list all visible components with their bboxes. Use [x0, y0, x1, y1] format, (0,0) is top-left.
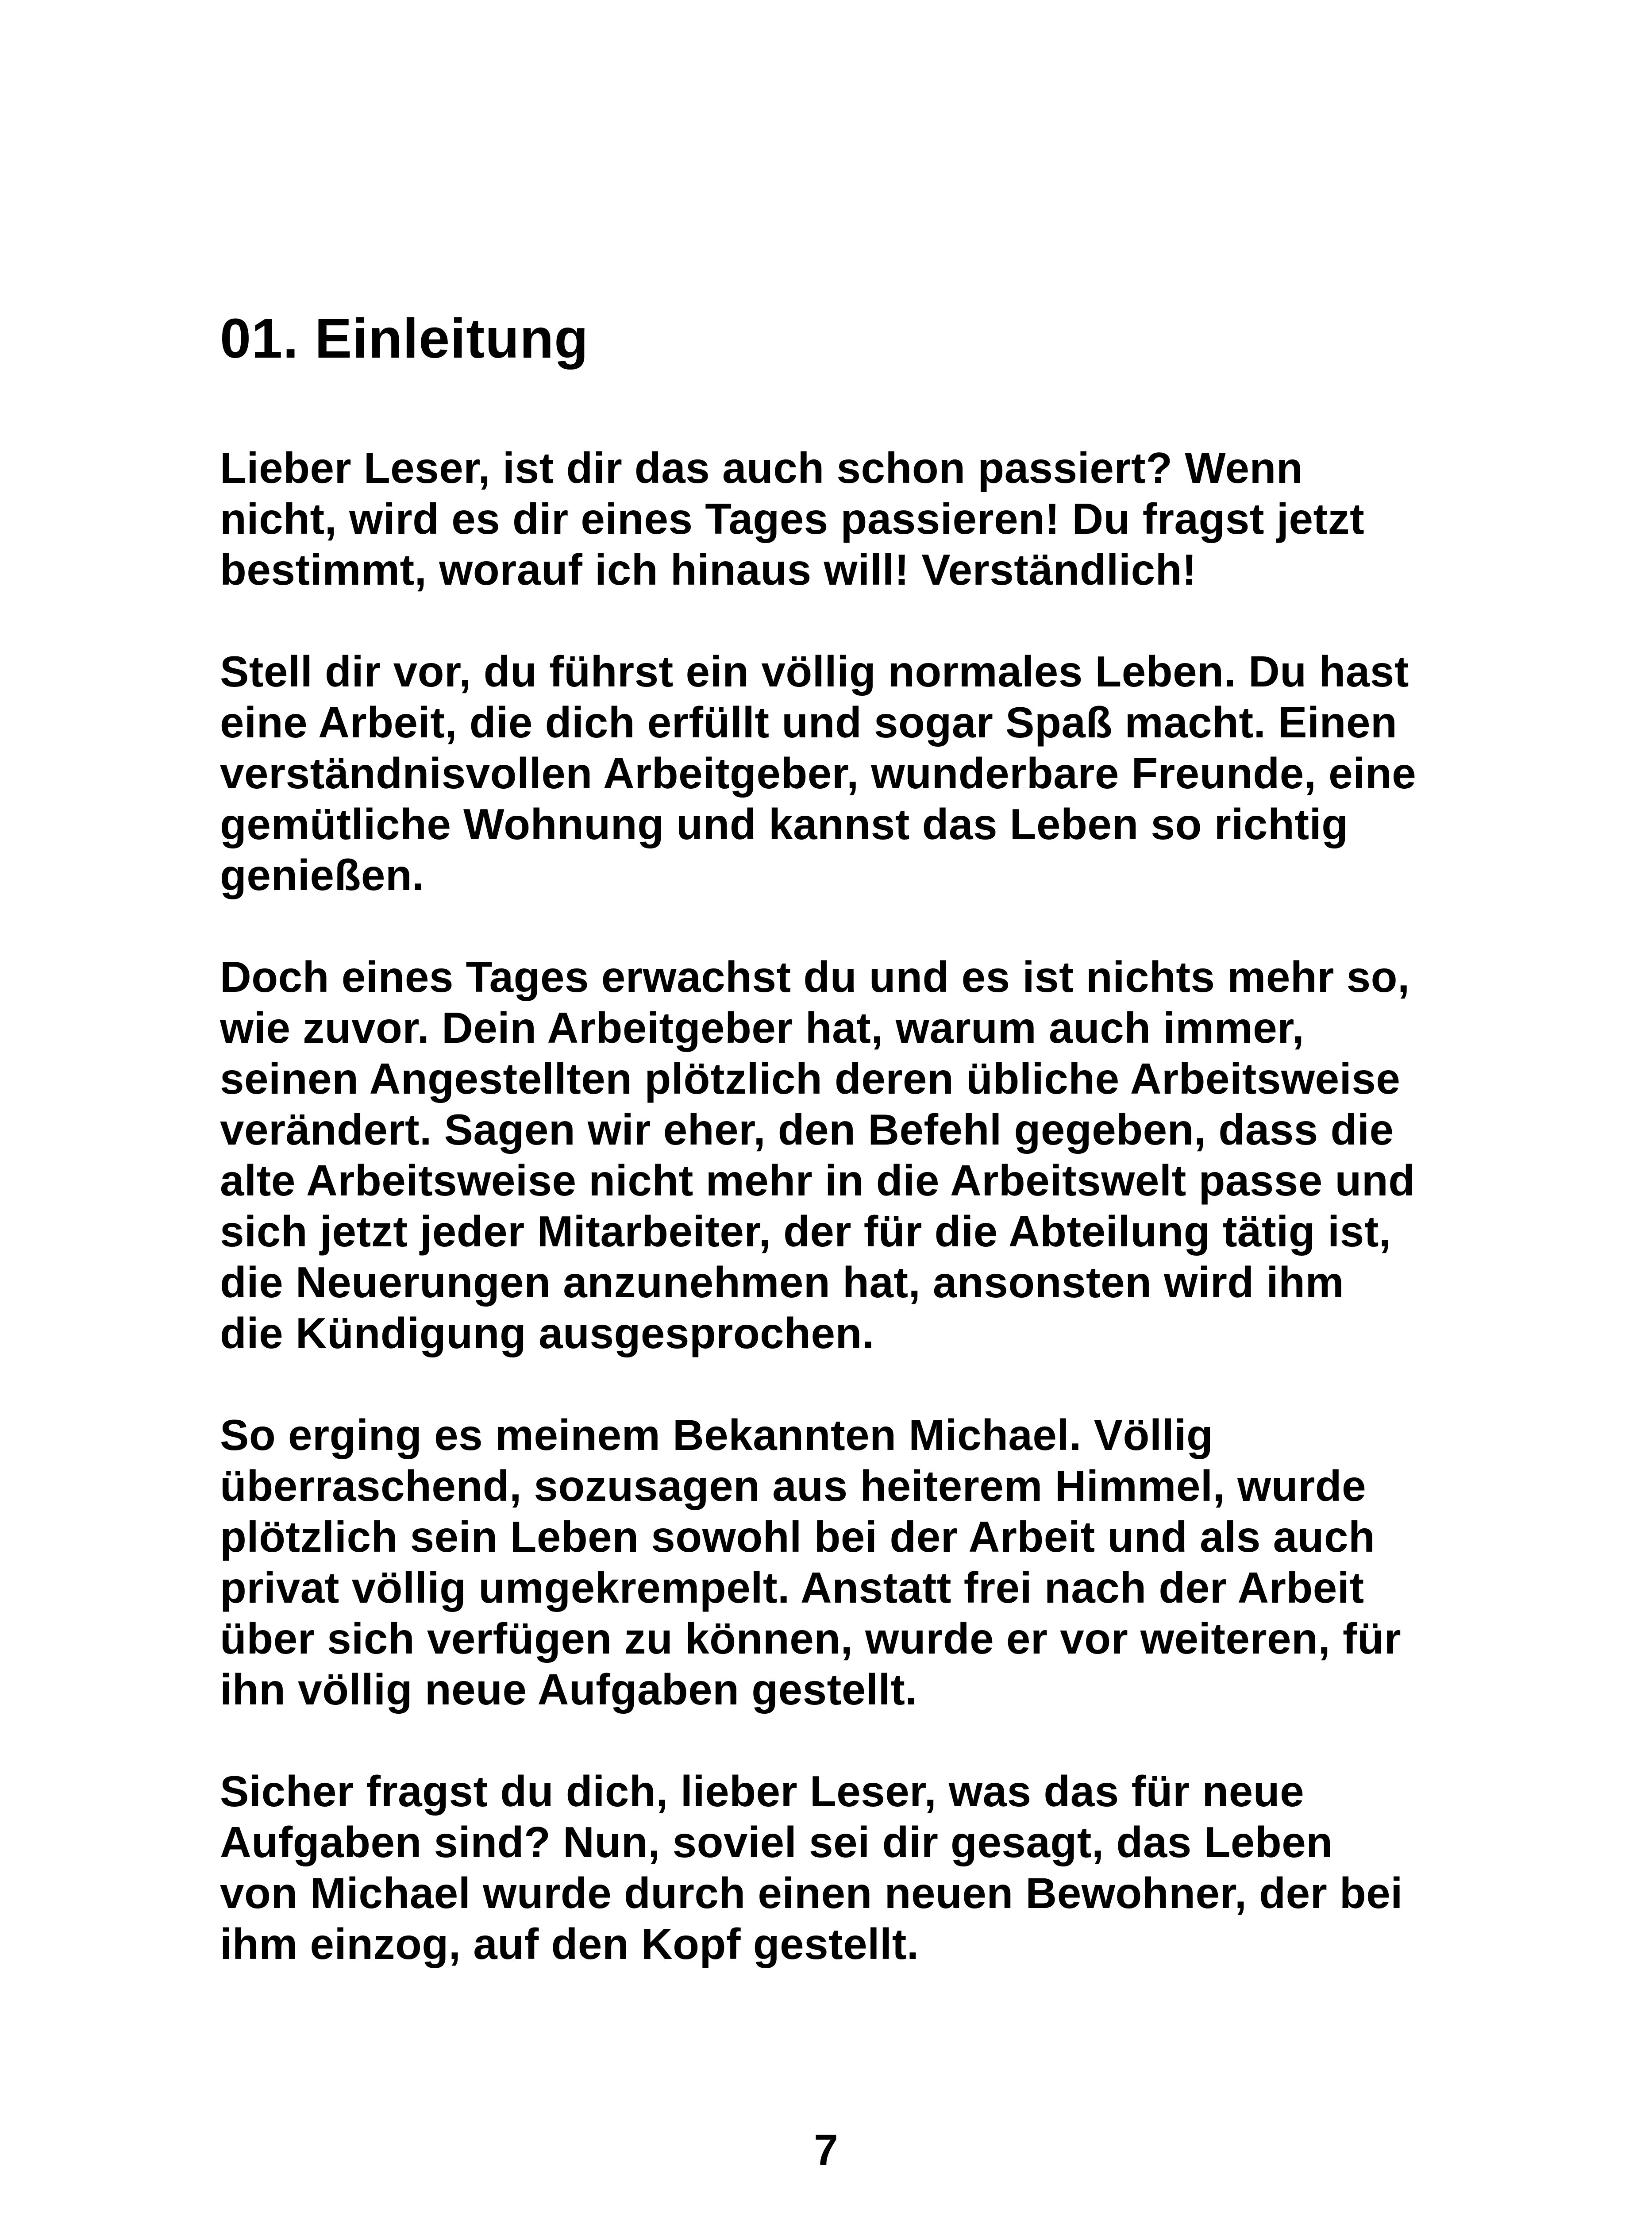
paragraph	[220, 1766, 1548, 1970]
text-line: Aufgaben sind? Nun, soviel sei dir gesagt, das Leben	[220, 1818, 1333, 1866]
page-number: 7	[814, 2125, 838, 2174]
paragraph	[220, 952, 1548, 1359]
text-line: bestimmt, worauf ich hinaus will! Verständlich!	[220, 545, 1197, 594]
text-line: über sich verfügen zu können, wurde er vor weiteren, für	[220, 1614, 1402, 1663]
text-line: So erging es meinem Bekannten Michael. Völlig	[220, 1411, 1213, 1459]
body-text	[220, 443, 1548, 2020]
paragraph	[220, 443, 1548, 595]
text-line: die Neuerungen anzunehmen hat, ansonsten wird ihm	[220, 1258, 1344, 1307]
text-line: sich jetzt jeder Mitarbeiter, der für die Abteilung tätig ist,	[220, 1207, 1391, 1256]
text-line: wie zuvor. Dein Arbeitgeber hat, warum auch immer,	[220, 1003, 1305, 1052]
paragraph	[220, 1410, 1548, 1715]
chapter-title: 01. Einleitung	[220, 307, 589, 370]
text-line: ihn völlig neue Aufgaben gestellt.	[220, 1665, 918, 1714]
text-line: plötzlich sein Leben sowohl bei der Arbeit und als auch	[220, 1512, 1375, 1561]
text-line: Lieber Leser, ist dir das auch schon passiert? Wenn	[220, 443, 1303, 492]
text-line: Stell dir vor, du führst ein völlig normales Leben. Du hast	[220, 647, 1409, 696]
text-line: überraschend, sozusagen aus heiterem Himmel, wurde	[220, 1461, 1367, 1510]
text-line: alte Arbeitsweise nicht mehr in die Arbeitswelt passe und	[220, 1156, 1415, 1205]
paragraph	[220, 646, 1548, 901]
text-line: ihm einzog, auf den Kopf gestellt.	[220, 1920, 919, 1968]
text-line: die Kündigung ausgesprochen.	[220, 1309, 874, 1357]
text-line: eine Arbeit, die dich erfüllt und sogar Spaß macht. Einen	[220, 698, 1398, 747]
text-line: gemütliche Wohnung und kannst das Leben so richtig	[220, 800, 1348, 848]
text-line: von Michael wurde durch einen neuen Bewohner, der bei	[220, 1869, 1403, 1917]
text-line: seinen Angestellten plötzlich deren übliche Arbeitsweise	[220, 1054, 1401, 1103]
text-line: privat völlig umgekrempelt. Anstatt frei nach der Arbeit	[220, 1563, 1364, 1612]
text-line: genießen.	[220, 851, 424, 899]
text-line: nicht, wird es dir eines Tages passieren! Du fragst jetzt	[220, 494, 1365, 543]
text-line: verändert. Sagen wir eher, den Befehl gegeben, dass die	[220, 1105, 1394, 1154]
text-line: verständnisvollen Arbeitgeber, wunderbare Freunde, eine	[220, 749, 1417, 798]
text-line: Sicher fragst du dich, lieber Leser, was das für neue	[220, 1767, 1305, 1816]
text-line: Doch eines Tages erwachst du und es ist nichts mehr so,	[220, 952, 1410, 1001]
